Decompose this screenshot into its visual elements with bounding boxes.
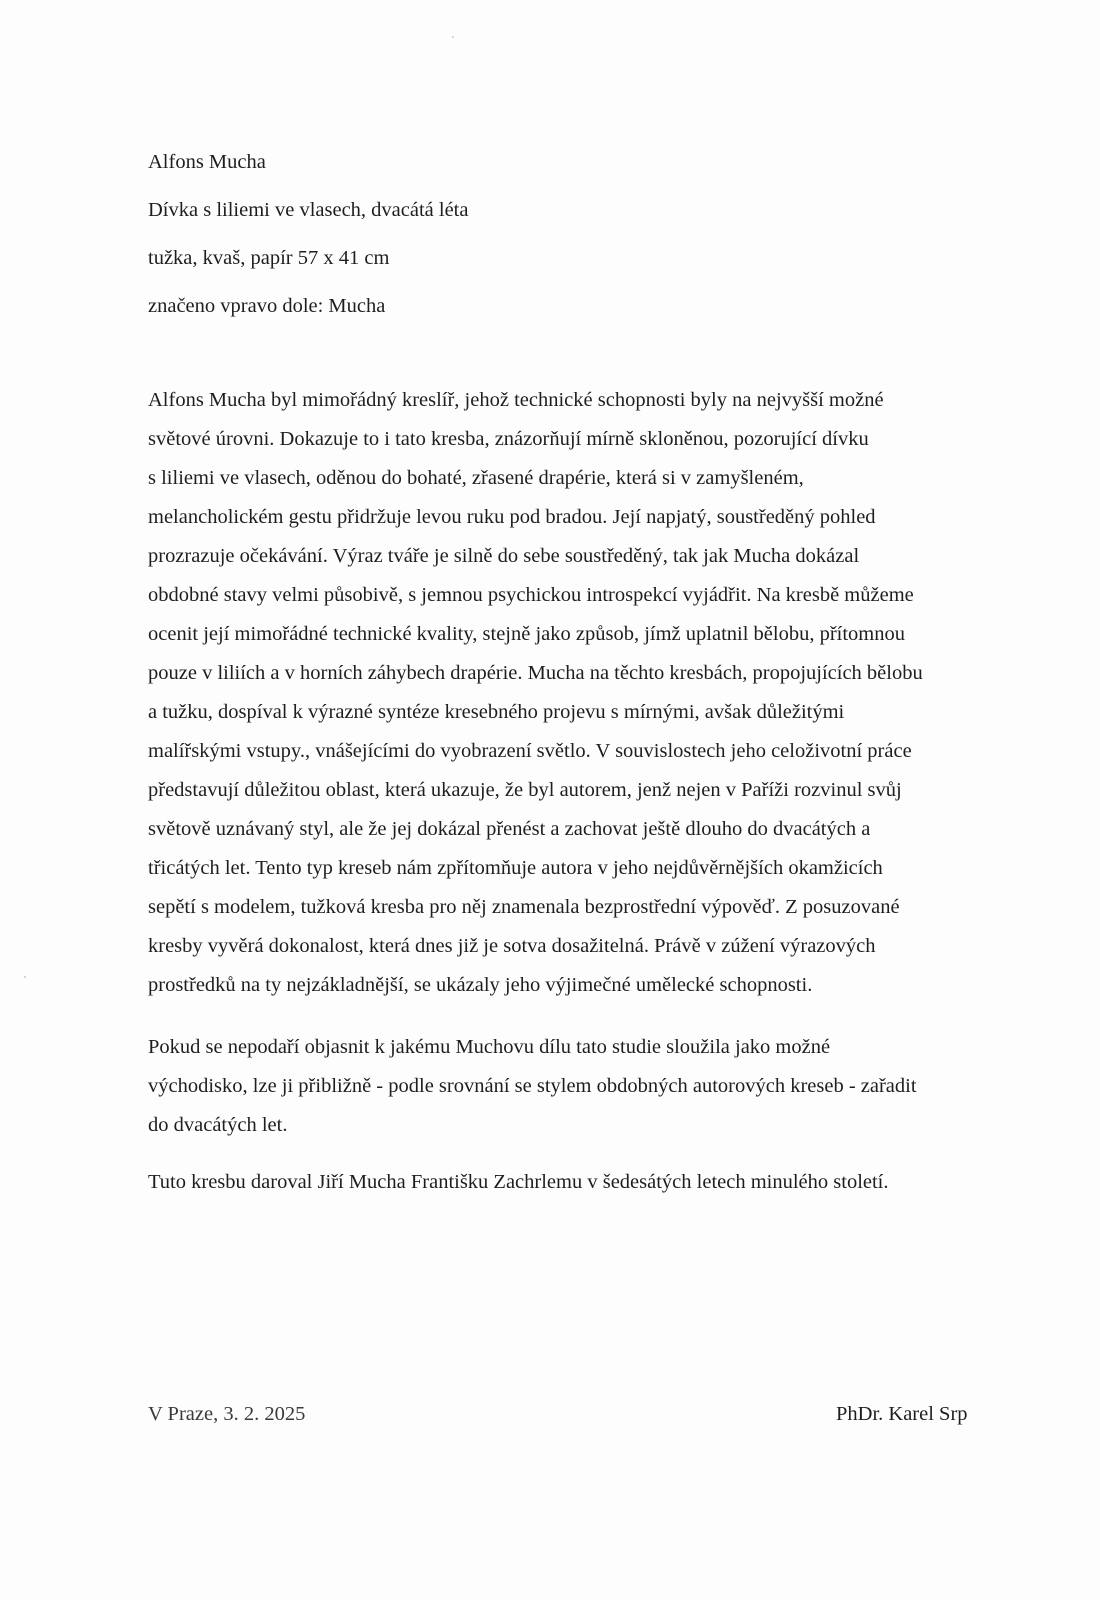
artist-name: Alfons Mucha — [148, 151, 266, 173]
text-line: prostředků na ty nejzákladnější, se ukázaly jeho výjimečné umělecké schopnosti. — [148, 974, 813, 996]
text-line: představují důležitou oblast, která ukazuje, že byl autorem, jenž nejen v Paříži rozvinul svůj — [148, 779, 902, 801]
text-line: Pokud se nepodaří objasnit k jakému Muchovu dílu tato studie sloužila jako možné — [148, 1036, 831, 1058]
text-line: Alfons Mucha byl mimořádný kreslíř, jehož technické schopnosti byly na nejvyšší možné — [148, 389, 884, 411]
place-date: V Praze, 3. 2. 2025 — [148, 1403, 306, 1425]
text-line: východisko, lze ji přibližně - podle srovnání se stylem obdobných autorových kreseb - zařadit — [148, 1075, 917, 1097]
text-line: světové úrovni. Dokazuje to i tato kresba, znázorňují mírně skloněnou, pozorující dívku — [148, 428, 869, 450]
text-line: s liliemi ve vlasech, oděnou do bohaté, zřasené drapérie, která si v zamyšleném, — [148, 467, 804, 489]
text-line: ocenit její mimořádné technické kvality, stejně jako způsob, jímž uplatnil bělobu, přítomnou — [148, 623, 905, 645]
text-line: Tuto kresbu daroval Jiří Mucha Františku Zachrlemu v šedesátých letech minulého století. — [148, 1171, 889, 1193]
text-line: melancholickém gestu přidržuje levou ruku pod bradou. Její napjatý, soustředěný pohled — [148, 506, 876, 528]
scan-speck — [452, 36, 454, 38]
text-line: světově uznávaný styl, ale že jej dokázal přenést a zachovat ještě dlouho do dvacátých a — [148, 818, 871, 840]
text-line: pouze v liliích a v horních záhybech drapérie. Mucha na těchto kresbách, propojujících bělobu — [148, 662, 923, 684]
text-line: třicátých let. Tento typ kreseb nám zpřítomňuje autora v jeho nejdůvěrnějších okamžicích — [148, 857, 883, 879]
text-line: sepětí s modelem, tužková kresba pro něj znamenala bezprostřední výpověď. Z posuzované — [148, 896, 900, 918]
text-line: kresby vyvěrá dokonalost, která dnes již je sotva dosažitelná. Právě v zúžení výrazových — [148, 935, 876, 957]
text-line: prozrazuje očekávání. Výraz tváře je silně do sebe soustředěný, tak jak Mucha dokázal — [148, 545, 860, 567]
scan-speck — [24, 976, 26, 978]
text-line: malířskými vstupy., vnášejícími do vyobrazení světlo. V souvislostech jeho celoživotní práce — [148, 740, 912, 762]
signature-note: značeno vpravo dole: Mucha — [148, 295, 386, 317]
text-line: a tužku, dospíval k výrazné syntéze kresebného projevu s mírnými, avšak důležitými — [148, 701, 845, 723]
artwork-title: Dívka s liliemi ve vlasech, dvacátá léta — [148, 199, 469, 221]
signatory-name: PhDr. Karel Srp — [836, 1403, 968, 1425]
artwork-medium: tužka, kvaš, papír 57 x 41 cm — [148, 247, 390, 269]
text-line: do dvacátých let. — [148, 1114, 288, 1136]
text-line: obdobné stavy velmi působivě, s jemnou psychickou introspekcí vyjádřit. Na kresbě můžeme — [148, 584, 914, 606]
